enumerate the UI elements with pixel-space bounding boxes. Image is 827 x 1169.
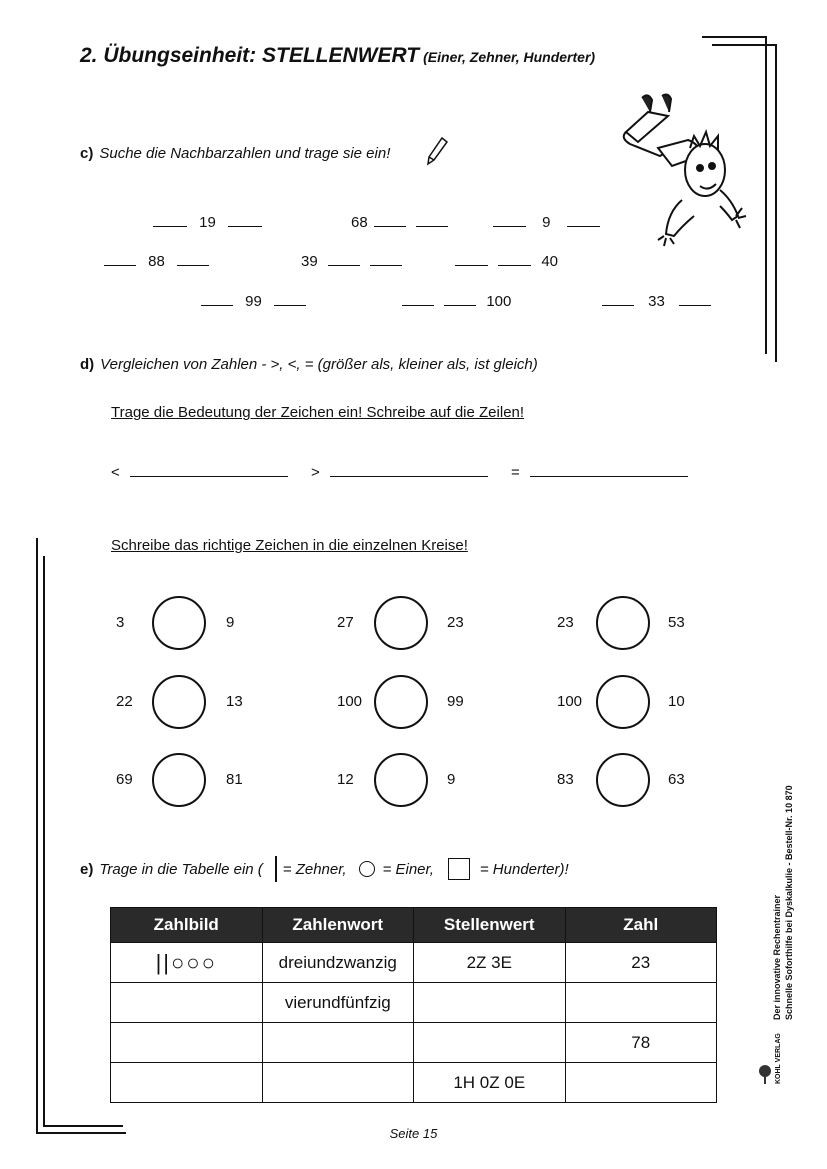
neighbor-item-99 [201, 291, 306, 310]
table-header: Stellenwert [414, 908, 566, 943]
answer-blank[interactable] [177, 251, 209, 266]
answer-blank[interactable] [493, 212, 526, 227]
compare-circle[interactable] [152, 675, 206, 729]
circle-icon [359, 861, 375, 877]
answer-blank[interactable] [679, 291, 711, 306]
task-d-letter: d) [80, 356, 95, 373]
symbol-equal: = [511, 464, 520, 481]
compare-circle[interactable] [152, 753, 206, 807]
neighbor-number: 100 [486, 293, 512, 310]
task-c-letter: c) [80, 145, 94, 162]
neighbor-number: 33 [648, 293, 665, 310]
neighbor-number: 39 [301, 253, 318, 270]
compare-right: 9 [447, 771, 456, 788]
compare-left: 22 [116, 693, 133, 710]
task-c-text: Suche die Nachbarzahlen und trage sie ein! [99, 145, 391, 162]
answer-blank[interactable] [498, 251, 531, 266]
table-row [111, 1063, 717, 1103]
answer-blank[interactable] [201, 291, 233, 306]
frame-right-line [765, 36, 767, 354]
table-header: Zahlbild [111, 908, 263, 943]
legend-zehner: = Zehner, [282, 860, 347, 878]
table-header: Zahlenwort [262, 908, 414, 943]
compare-circle[interactable] [596, 753, 650, 807]
answer-blank[interactable] [402, 291, 434, 306]
title-main: 2. Übungseinheit: STELLENWERT [80, 44, 420, 67]
instruction-circles: Schreibe das richtige Zeichen in die einzelnen Kreise! [111, 537, 468, 554]
neighbor-number: 99 [245, 293, 262, 310]
compare-right: 9 [226, 614, 235, 631]
table-cell-stellenwert[interactable] [414, 1023, 566, 1063]
sidebar-line1: Der innovative Rechentrainer [772, 894, 782, 1020]
compare-left: 100 [557, 693, 583, 710]
neighbor-item-19 [153, 212, 262, 231]
page-number: Seite 15 [389, 1126, 438, 1141]
answer-blank[interactable] [602, 291, 634, 306]
neighbor-number: 68 [351, 214, 368, 231]
compare-circle[interactable] [596, 596, 650, 650]
compare-right: 13 [226, 693, 243, 710]
compare-right: 99 [447, 693, 464, 710]
compare-left: 27 [337, 614, 354, 631]
title-subtitle: (Einer, Zehner, Hunderter) [423, 49, 596, 65]
legend-hunderter: = Hunderter)! [479, 860, 569, 878]
sidebar-line2: Schnelle Soforthilfe bei Dyskalkulie - Bestell-Nr. 10 870 [784, 785, 794, 1020]
symbol-greater: > [311, 464, 320, 481]
answer-blank[interactable] [374, 212, 406, 227]
compare-circle[interactable] [596, 675, 650, 729]
table-row [111, 1023, 717, 1063]
compare-left: 12 [337, 771, 354, 788]
neighbor-item-33 [602, 291, 711, 310]
task-c-heading [80, 145, 390, 162]
compare-left: 23 [557, 614, 574, 631]
table-row [111, 983, 717, 1023]
table-cell-zahlenwort[interactable]: vierundfünfzig [262, 983, 414, 1023]
frame-right-line [775, 44, 777, 362]
compare-circle[interactable] [374, 596, 428, 650]
table-cell-stellenwert[interactable]: 2Z 3E [414, 943, 566, 983]
table-cell-zahl[interactable]: 23 [565, 943, 717, 983]
table-header-row [111, 908, 717, 943]
neighbor-number: 19 [199, 214, 216, 231]
answer-blank[interactable] [104, 251, 136, 266]
table-cell-zahlenwort[interactable] [262, 1023, 414, 1063]
publisher-logo-text: KOHL VERLAG [775, 1033, 782, 1084]
compare-right: 63 [668, 771, 685, 788]
pencil-icon [426, 136, 448, 166]
compare-right: 53 [668, 614, 685, 631]
neighbor-item-40 [455, 251, 558, 270]
stick-icon [275, 856, 277, 882]
compare-circle[interactable] [152, 596, 206, 650]
answer-blank[interactable] [328, 251, 360, 266]
answer-line[interactable] [530, 462, 688, 477]
frame-left-line [43, 556, 45, 1126]
instruction-meaning: Trage die Bedeutung der Zeichen ein! Schreibe auf die Zeilen! [111, 404, 525, 421]
neighbor-item-9 [493, 212, 600, 231]
answer-blank[interactable] [370, 251, 402, 266]
task-d-text: Vergleichen von Zahlen - >, <, = (größer als, kleiner als, ist gleich) [100, 356, 538, 373]
table-cell-zahl[interactable] [565, 983, 717, 1023]
neighbor-item-88 [104, 251, 209, 270]
answer-line[interactable] [330, 462, 488, 477]
task-e-heading [80, 856, 569, 882]
table-cell-zahlenwort[interactable]: dreiundzwanzig [262, 943, 414, 983]
answer-blank[interactable] [274, 291, 306, 306]
table-cell-stellenwert[interactable] [414, 983, 566, 1023]
table-cell-stellenwert[interactable]: 1H 0Z 0E [414, 1063, 566, 1103]
legend-einer: = Einer, [382, 860, 434, 878]
compare-left: 69 [116, 771, 133, 788]
frame-top-right-line [702, 36, 766, 38]
symbol-line-equal [511, 462, 688, 481]
answer-blank[interactable] [444, 291, 476, 306]
task-d-heading [80, 356, 538, 373]
place-value-table [110, 907, 717, 1103]
table-row [111, 943, 717, 983]
symbol-line-less [111, 462, 288, 481]
page-title [80, 44, 595, 68]
answer-line[interactable] [130, 462, 288, 477]
compare-right: 10 [668, 693, 685, 710]
neighbor-number: 88 [148, 253, 165, 270]
neighbor-number: 40 [541, 253, 559, 270]
task-e-letter: e) [80, 860, 94, 878]
compare-right: 81 [226, 771, 243, 788]
table-cell-zahlenwort[interactable] [262, 1063, 414, 1103]
compare-left: 100 [337, 693, 363, 710]
answer-blank[interactable] [455, 251, 488, 266]
table-cell-zahlbild[interactable] [111, 1063, 263, 1103]
jumping-boy-illustration [620, 90, 750, 250]
answer-blank[interactable] [567, 212, 600, 227]
table-cell-zahlbild[interactable]: ||○○○ [111, 943, 263, 983]
answer-blank[interactable] [153, 212, 187, 227]
symbol-less: < [111, 464, 120, 481]
answer-blank[interactable] [228, 212, 262, 227]
neighbor-item-68 [351, 212, 448, 231]
neighbor-number: 9 [542, 214, 551, 231]
compare-left: 83 [557, 771, 574, 788]
table-cell-zahlbild[interactable] [111, 983, 263, 1023]
compare-circle[interactable] [374, 753, 428, 807]
square-icon [448, 858, 470, 880]
table-header: Zahl [565, 908, 717, 943]
compare-left: 3 [116, 614, 125, 631]
compare-circle[interactable] [374, 675, 428, 729]
frame-left-line [36, 538, 38, 1134]
table-cell-zahl[interactable] [565, 1063, 717, 1103]
compare-right: 23 [447, 614, 464, 631]
table-cell-zahl[interactable]: 78 [565, 1023, 717, 1063]
neighbor-item-39 [301, 251, 402, 270]
publisher-logo-tree-icon [756, 1064, 774, 1086]
neighbor-item-100 [402, 291, 511, 310]
table-cell-zahlbild[interactable] [111, 1023, 263, 1063]
answer-blank[interactable] [416, 212, 448, 227]
symbol-line-greater [311, 462, 488, 481]
task-e-text: Trage in die Tabelle ein ( [99, 860, 263, 878]
